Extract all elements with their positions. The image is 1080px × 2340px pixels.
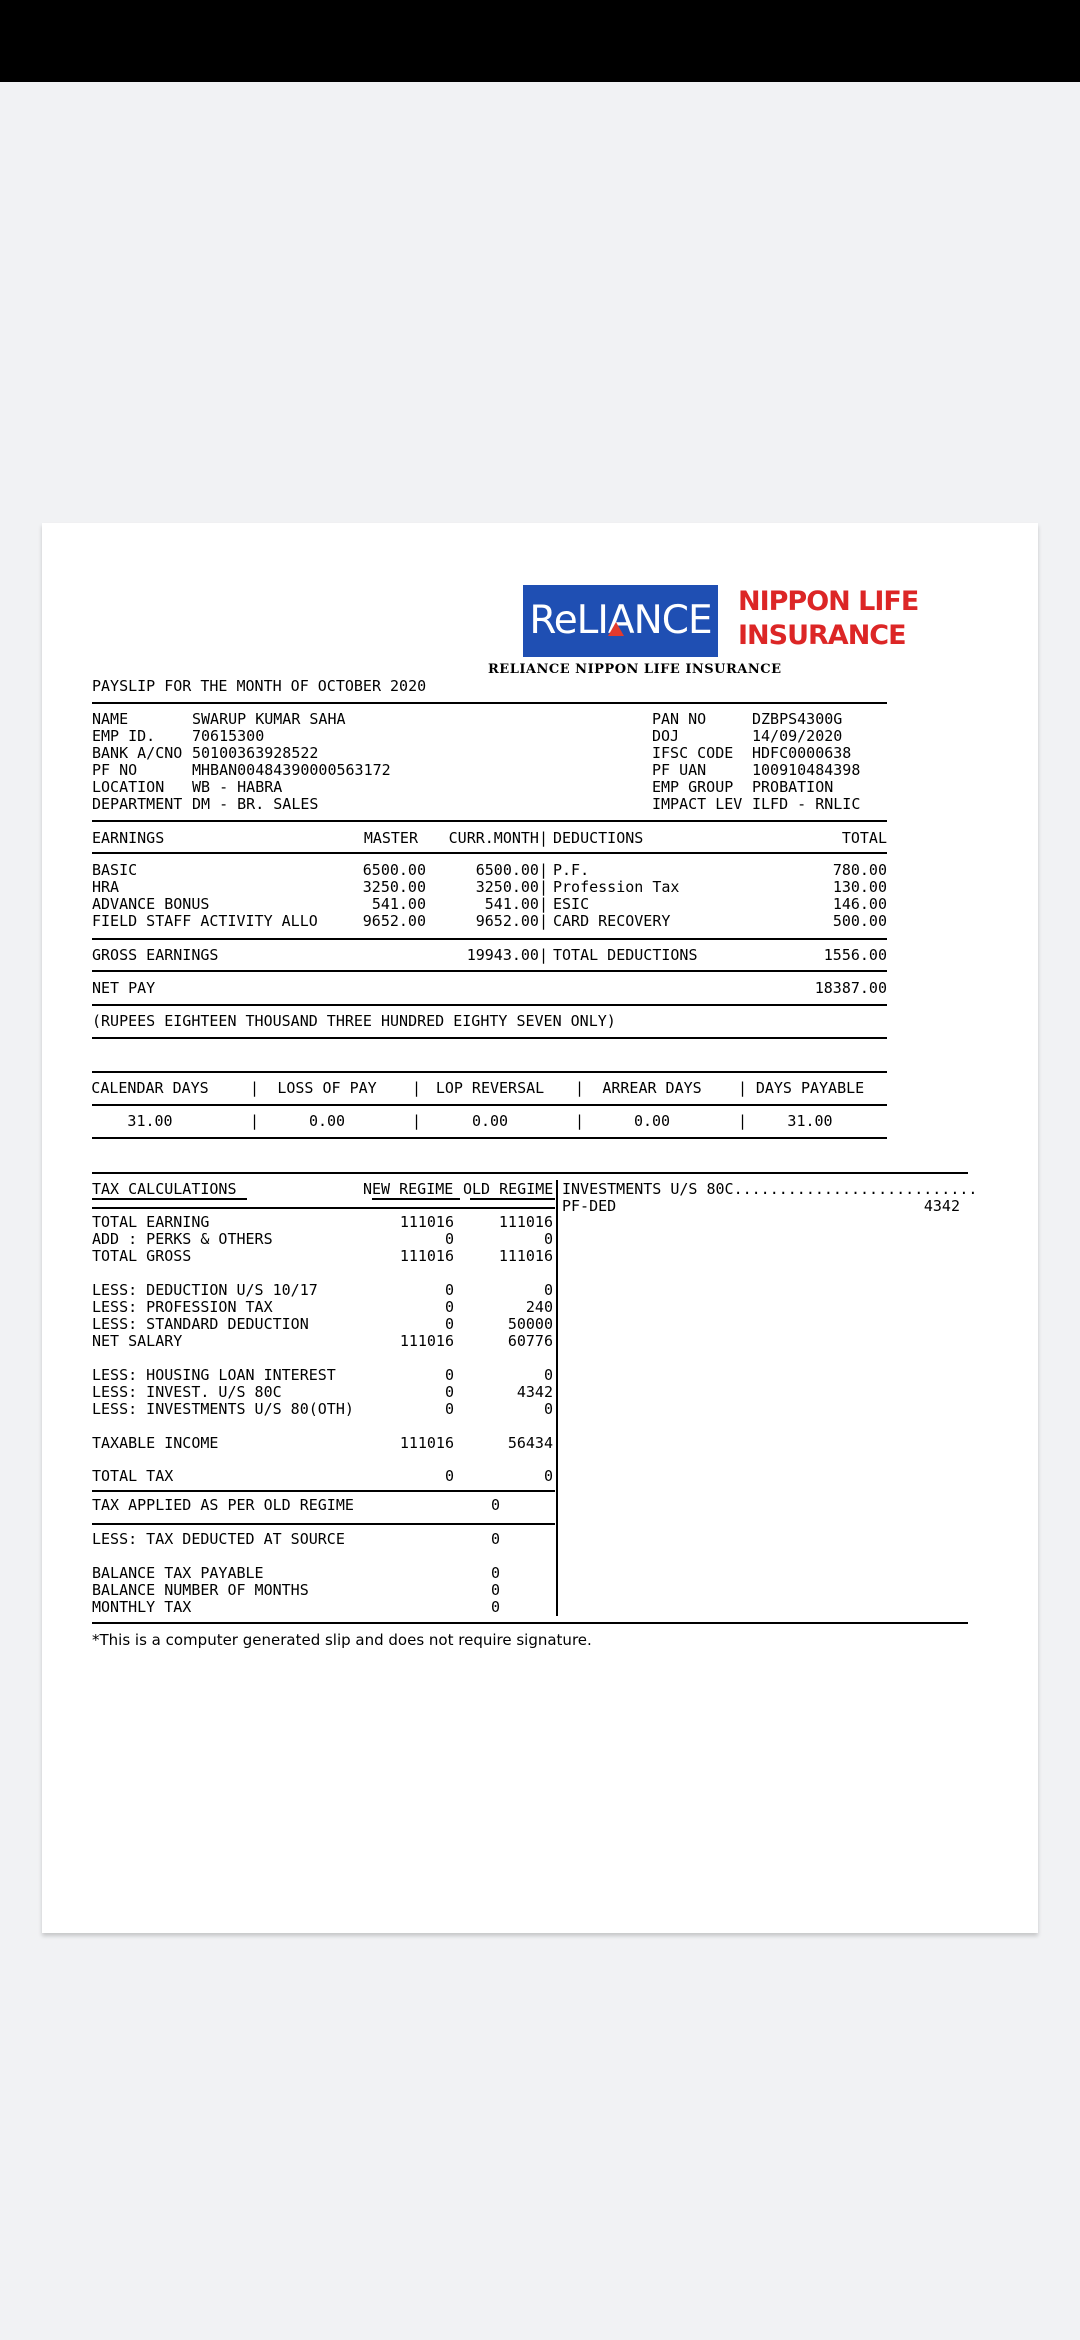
tax-row-old-regime: 4342: [516, 1383, 553, 1401]
attendance-header-cell: ARREAR DAYS: [602, 1079, 702, 1097]
reliance-logo: [523, 585, 718, 657]
employee-field-label: PAN NO: [652, 710, 707, 728]
tax-row-new-regime: 111016: [399, 1332, 454, 1350]
net-pay-label: NET PAY: [92, 979, 156, 997]
employee-field-label: PF NO: [92, 761, 138, 779]
tax-row-label: LESS: STANDARD DEDUCTION: [92, 1315, 309, 1333]
employee-field-value: HDFC0000638: [752, 744, 852, 762]
divider: [92, 1207, 555, 1209]
divider: [92, 1137, 887, 1139]
attendance-value-cell: 31.00: [787, 1112, 833, 1130]
employee-field-label: LOCATION: [92, 778, 165, 796]
status-bar: [0, 0, 1080, 82]
attendance-header-cell: DAYS PAYABLE: [755, 1079, 865, 1097]
divider: [92, 1172, 968, 1174]
employee-field-label: DOJ: [652, 727, 680, 745]
earning-name: ADVANCE BONUS: [92, 895, 210, 913]
separator: |: [575, 1112, 585, 1130]
tax-row-new-regime: 0: [444, 1230, 454, 1248]
company-name: RELIANCE NIPPON LIFE INSURANCE: [488, 662, 782, 677]
deduction-total: 780.00: [832, 861, 887, 879]
tax-row-old-regime: 0: [543, 1230, 553, 1248]
balance-label: MONTHLY TAX: [92, 1598, 192, 1616]
tax-row-old-regime: 0: [543, 1281, 553, 1299]
separator: |: [738, 1079, 748, 1097]
earning-curr-month: 6500.00|: [475, 861, 548, 879]
divider: [92, 1523, 555, 1525]
underline: [92, 1198, 247, 1200]
employee-field-value: 14/09/2020: [752, 727, 843, 745]
divider: [92, 938, 887, 940]
tax-row-label: NET SALARY: [92, 1332, 183, 1350]
employee-field-label: IFSC CODE: [652, 744, 734, 762]
attendance-value-cell: 31.00: [127, 1112, 173, 1130]
balance-value: 0: [490, 1564, 500, 1582]
earning-curr-month: 3250.00|: [475, 878, 548, 896]
separator: |: [412, 1079, 422, 1097]
tax-row-old-regime: 0: [543, 1400, 553, 1418]
balance-value: 0: [490, 1598, 500, 1616]
deductions-header: DEDUCTIONS: [553, 829, 644, 847]
tax-row-label: TOTAL GROSS: [92, 1247, 192, 1265]
balance-value: 0: [490, 1581, 500, 1599]
tax-row-new-regime: 0: [444, 1467, 454, 1485]
deduction-name: Profession Tax: [553, 878, 680, 896]
attendance-value-cell: 0.00: [308, 1112, 346, 1130]
deduction-name: CARD RECOVERY: [553, 912, 671, 930]
new-regime-header: NEW REGIME: [363, 1180, 454, 1198]
divider: [92, 1622, 968, 1624]
master-header: MASTER: [363, 829, 418, 847]
logo-triangle-icon: [608, 622, 624, 636]
separator: |: [575, 1079, 585, 1097]
earning-curr-month: 541.00|: [484, 895, 548, 913]
total-deductions-value: 1556.00: [823, 946, 887, 964]
attendance-header-cell: CALENDAR DAYS: [91, 1079, 209, 1097]
employee-field-value: MHBAN00484390000563172: [192, 761, 391, 779]
employee-field-label: PF UAN: [652, 761, 707, 779]
employee-field-value: WB - HABRA: [192, 778, 283, 796]
tax-row-label: LESS: INVEST. U/S 80C: [92, 1383, 282, 1401]
tax-row-label: LESS: INVESTMENTS U/S 80(OTH): [92, 1400, 354, 1418]
tax-calculations-title: TAX CALCULATIONS: [92, 1180, 237, 1198]
employee-field-value: PROBATION: [752, 778, 834, 796]
underline: [470, 1198, 555, 1200]
gross-earnings-label: GROSS EARNINGS: [92, 946, 219, 964]
divider: [92, 1037, 887, 1039]
tax-row-old-regime: 240: [525, 1298, 553, 1316]
separator: |: [250, 1079, 260, 1097]
employee-field-value: ILFD - RNLIC: [752, 795, 861, 813]
attendance-value-cell: 0.00: [471, 1112, 509, 1130]
tax-row-new-regime: 0: [444, 1298, 454, 1316]
tax-row-old-regime: 56434: [507, 1434, 553, 1452]
employee-field-value: 50100363928522: [192, 744, 319, 762]
nippon-life-logo: [738, 585, 918, 653]
employee-field-label: DEPARTMENT: [92, 795, 183, 813]
divider: [92, 1004, 887, 1006]
nippon-line1: NIPPON LIFE: [738, 586, 919, 617]
earning-name: HRA: [92, 878, 120, 896]
tax-row-old-regime: 50000: [507, 1315, 553, 1333]
tax-row-label: ADD : PERKS & OTHERS: [92, 1230, 273, 1248]
footer-note: *This is a computer generated slip and does not require signature.: [92, 1631, 592, 1649]
attendance-header-cell: LOP REVERSAL: [435, 1079, 545, 1097]
employee-field-label: EMP GROUP: [652, 778, 734, 796]
net-pay-value: 18387.00: [814, 979, 887, 997]
curr-month-header: CURR.MONTH|: [448, 829, 548, 847]
tax-row-new-regime: 111016: [399, 1213, 454, 1231]
tax-applied-label: TAX APPLIED AS PER OLD REGIME: [92, 1496, 354, 1514]
tax-row-label: TAXABLE INCOME: [92, 1434, 219, 1452]
earning-master: 3250.00: [362, 878, 426, 896]
tax-applied-value: 0: [490, 1496, 500, 1514]
separator: |: [412, 1112, 422, 1130]
employee-field-value: SWARUP KUMAR SAHA: [192, 710, 346, 728]
divider: [92, 970, 887, 972]
amount-in-words: (RUPEES EIGHTEEN THOUSAND THREE HUNDRED EIGHTY SEVEN ONLY): [92, 1012, 616, 1030]
tax-row-new-regime: 0: [444, 1400, 454, 1418]
divider: [92, 702, 887, 704]
employee-field-label: IMPACT LEV: [652, 795, 743, 813]
separator: |: [738, 1112, 748, 1130]
tax-row-new-regime: 0: [444, 1281, 454, 1299]
earning-curr-month: 9652.00|: [475, 912, 548, 930]
tax-row-label: TOTAL TAX: [92, 1467, 174, 1485]
tax-row-old-regime: 111016: [498, 1213, 553, 1231]
divider: [92, 1071, 887, 1073]
gross-earnings-value: 19943.00|: [466, 946, 548, 964]
divider: [92, 1490, 555, 1492]
total-deductions-label: TOTAL DEDUCTIONS: [553, 946, 698, 964]
pf-ded-label: PF-DED: [562, 1197, 617, 1215]
deduction-total: 130.00: [832, 878, 887, 896]
payslip-title: PAYSLIP FOR THE MONTH OF OCTOBER 2020: [92, 677, 427, 695]
tax-row-label: LESS: PROFESSION TAX: [92, 1298, 273, 1316]
tax-row-new-regime: 0: [444, 1383, 454, 1401]
tax-row-label: LESS: HOUSING LOAN INTEREST: [92, 1366, 336, 1384]
employee-field-label: BANK A/CNO: [92, 744, 183, 762]
earning-master: 9652.00: [362, 912, 426, 930]
deduction-total: 500.00: [832, 912, 887, 930]
divider: [92, 1104, 887, 1106]
underline: [372, 1198, 460, 1200]
employee-field-value: 70615300: [192, 727, 265, 745]
tax-row-new-regime: 111016: [399, 1247, 454, 1265]
divider: [92, 852, 887, 854]
employee-field-value: 100910484398: [752, 761, 861, 779]
tax-row-old-regime: 0: [543, 1366, 553, 1384]
employee-field-label: EMP ID.: [92, 727, 156, 745]
employee-field-value: DZBPS4300G: [752, 710, 843, 728]
balance-label: BALANCE TAX PAYABLE: [92, 1564, 264, 1582]
balance-label: BALANCE NUMBER OF MONTHS: [92, 1581, 309, 1599]
column-separator: [556, 1180, 558, 1616]
tds-label: LESS: TAX DEDUCTED AT SOURCE: [92, 1530, 345, 1548]
divider: [92, 820, 887, 822]
attendance-header-cell: LOSS OF PAY: [277, 1079, 377, 1097]
deduction-name: P.F.: [553, 861, 590, 879]
total-header: TOTAL: [841, 829, 887, 847]
employee-field-value: DM - BR. SALES: [192, 795, 319, 813]
earning-name: FIELD STAFF ACTIVITY ALLO: [92, 912, 318, 930]
reliance-logo-text: ReLIANCE: [529, 598, 712, 643]
tax-row-new-regime: 111016: [399, 1434, 454, 1452]
tax-row-new-regime: 0: [444, 1315, 454, 1333]
employee-field-label: NAME: [92, 710, 129, 728]
earnings-header: EARNINGS: [92, 829, 165, 847]
earning-name: BASIC: [92, 861, 138, 879]
nippon-line2: INSURANCE: [738, 620, 906, 651]
tax-row-label: LESS: DEDUCTION U/S 10/17: [92, 1281, 318, 1299]
attendance-value-cell: 0.00: [633, 1112, 671, 1130]
investments-80c-header: INVESTMENTS U/S 80C...........................: [562, 1180, 978, 1198]
pf-ded-value: 4342: [923, 1197, 960, 1215]
tax-row-new-regime: 0: [444, 1366, 454, 1384]
earning-master: 6500.00: [362, 861, 426, 879]
old-regime-header: OLD REGIME: [463, 1180, 554, 1198]
tax-row-old-regime: 60776: [507, 1332, 553, 1350]
tax-row-old-regime: 0: [543, 1467, 553, 1485]
tds-value: 0: [490, 1530, 500, 1548]
separator: |: [250, 1112, 260, 1130]
deduction-name: ESIC: [553, 895, 590, 913]
tax-row-old-regime: 111016: [498, 1247, 553, 1265]
earning-master: 541.00: [371, 895, 426, 913]
deduction-total: 146.00: [832, 895, 887, 913]
tax-row-label: TOTAL EARNING: [92, 1213, 210, 1231]
